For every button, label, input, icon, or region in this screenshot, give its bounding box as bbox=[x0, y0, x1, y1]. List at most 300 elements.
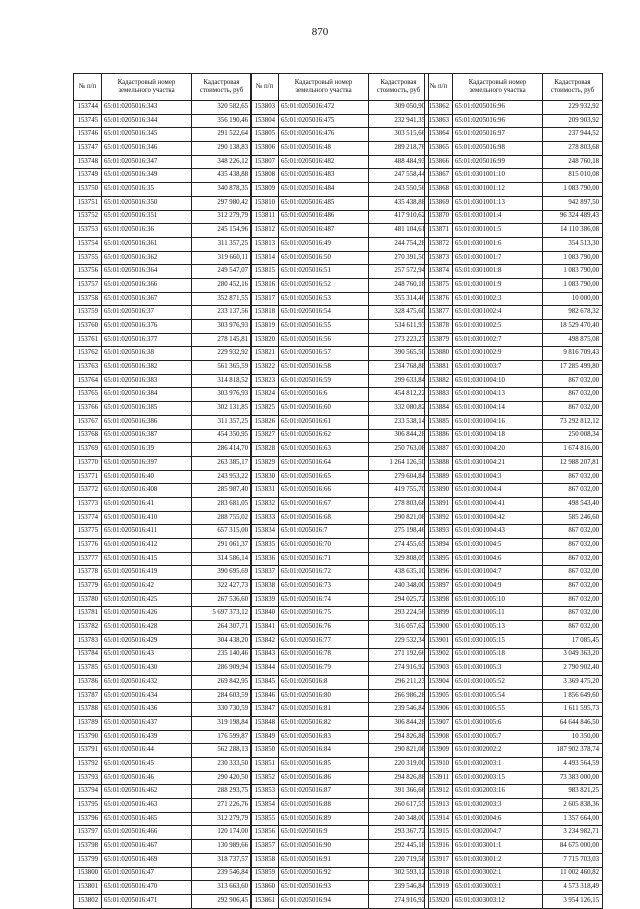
table-row bbox=[74, 539, 252, 553]
cadastral-number: 65:01:0205016:67 bbox=[279, 497, 369, 511]
cadastral-number: 65:01:0205016:397 bbox=[102, 456, 192, 470]
cadastral-value: 290 420,50 bbox=[192, 771, 252, 785]
cadastral-value: 293 367,72 bbox=[369, 826, 429, 840]
row-number: 153801 bbox=[74, 881, 102, 895]
row-number: 153853 bbox=[251, 785, 279, 799]
table-row bbox=[425, 812, 603, 826]
table-row bbox=[425, 648, 603, 662]
table-row bbox=[74, 347, 252, 361]
cadastral-value: 312 279,79 bbox=[192, 812, 252, 826]
row-number: 153806 bbox=[251, 142, 279, 156]
cadastral-number: 65:01:0301004:18 bbox=[453, 429, 543, 443]
cadastral-value: 1 083 790,00 bbox=[543, 183, 603, 197]
cadastral-number: 65:01:0205016:349 bbox=[102, 169, 192, 183]
cadastral-number: 65:01:0205016:70 bbox=[279, 539, 369, 553]
cadastral-number: 65:01:0301002:5 bbox=[453, 320, 543, 334]
cadastral-number: 65:01:0205016:73 bbox=[279, 580, 369, 594]
row-number: 153771 bbox=[74, 470, 102, 484]
row-number: 153760 bbox=[74, 320, 102, 334]
cadastral-number: 65:01:0301004:5 bbox=[453, 539, 543, 553]
cadastral-value: 229 932,92 bbox=[543, 101, 603, 115]
row-number: 153908 bbox=[425, 730, 453, 744]
cadastral-value: 273 223,27 bbox=[369, 333, 429, 347]
row-number: 153810 bbox=[251, 196, 279, 210]
table-row bbox=[74, 621, 252, 635]
cadastral-number: 65:01:0205016:48 bbox=[279, 142, 369, 156]
cadastral-number: 65:01:0301004:4 bbox=[453, 484, 543, 498]
cadastral-value: 1 611 595,73 bbox=[543, 703, 603, 717]
cadastral-value: 239 546,84 bbox=[192, 867, 252, 881]
cadastral-value: 176 599,87 bbox=[192, 730, 252, 744]
row-number: 153859 bbox=[251, 867, 279, 881]
table-row bbox=[74, 525, 252, 539]
cadastral-value: 288 293,75 bbox=[192, 785, 252, 799]
row-number: 153829 bbox=[251, 456, 279, 470]
cadastral-value: 279 604,84 bbox=[369, 470, 429, 484]
row-number: 153903 bbox=[425, 662, 453, 676]
cadastral-value: 1 674 816,00 bbox=[543, 443, 603, 457]
cadastral-value: 187 902 378,74 bbox=[543, 744, 603, 758]
table-row bbox=[74, 716, 252, 730]
table-row bbox=[251, 169, 429, 183]
cadastral-value: 274 916,92 bbox=[369, 894, 429, 908]
cadastral-value: 17 285 499,80 bbox=[543, 361, 603, 375]
row-number: 153844 bbox=[251, 662, 279, 676]
cadastral-value: 284 603,59 bbox=[192, 689, 252, 703]
row-number: 153891 bbox=[425, 497, 453, 511]
cadastral-number: 65:01:0205016:54 bbox=[279, 306, 369, 320]
cadastral-number: 65:01:0205016:469 bbox=[102, 853, 192, 867]
cadastral-number: 65:01:0205016:65 bbox=[279, 470, 369, 484]
cadastral-value: 454 812,22 bbox=[369, 388, 429, 402]
cadastral-value: 4 573 318,49 bbox=[543, 881, 603, 895]
header-cadastral-value: Кадастровая стоимость, руб bbox=[192, 74, 252, 101]
cadastral-number: 65:01:0302004:6 bbox=[453, 812, 543, 826]
row-number: 153842 bbox=[251, 634, 279, 648]
cadastral-value: 296 211,23 bbox=[369, 675, 429, 689]
cadastral-number: 65:01:0301004:9 bbox=[453, 580, 543, 594]
cadastral-value: 435 438,88 bbox=[369, 196, 429, 210]
cadastral-number: 65:01:0205016:83 bbox=[279, 730, 369, 744]
cadastral-number: 65:01:0205016:57 bbox=[279, 347, 369, 361]
table-row bbox=[425, 853, 603, 867]
cadastral-number: 65:01:0205016:85 bbox=[279, 758, 369, 772]
cadastral-value: 318 737,57 bbox=[192, 853, 252, 867]
cadastral-value: 294 826,88 bbox=[369, 771, 429, 785]
cadastral-value: 311 357,25 bbox=[192, 237, 252, 251]
table-row bbox=[74, 470, 252, 484]
cadastral-value: 1 083 790,00 bbox=[543, 265, 603, 279]
cadastral-number: 65:01:0205016:55 bbox=[279, 320, 369, 334]
row-number: 153769 bbox=[74, 443, 102, 457]
cadastral-value: 233 137,56 bbox=[192, 306, 252, 320]
cadastral-number: 65:01:0205016:346 bbox=[102, 142, 192, 156]
table-row bbox=[74, 114, 252, 128]
cadastral-number: 65:01:0205016:56 bbox=[279, 333, 369, 347]
table-row bbox=[425, 881, 603, 895]
table-row bbox=[74, 101, 252, 115]
cadastral-value: 314 818,52 bbox=[192, 374, 252, 388]
header-number: № п/п bbox=[74, 74, 102, 101]
cadastral-number: 65:01:0205016:39 bbox=[102, 443, 192, 457]
row-number: 153744 bbox=[74, 101, 102, 115]
cadastral-value: 328 475,60 bbox=[369, 306, 429, 320]
cadastral-table-column-2 bbox=[250, 73, 429, 909]
row-number: 153848 bbox=[251, 716, 279, 730]
row-number: 153793 bbox=[74, 771, 102, 785]
cadastral-number: 65:01:0205016:89 bbox=[279, 812, 369, 826]
table-row bbox=[425, 196, 603, 210]
row-number: 153792 bbox=[74, 758, 102, 772]
cadastral-number: 65:01:0205016:387 bbox=[102, 429, 192, 443]
cadastral-value: 269 842,95 bbox=[192, 675, 252, 689]
cadastral-value: 10 350,00 bbox=[543, 730, 603, 744]
table-row bbox=[251, 511, 429, 525]
table-row bbox=[251, 320, 429, 334]
row-number: 153847 bbox=[251, 703, 279, 717]
cadastral-number: 65:01:0301005:13 bbox=[453, 621, 543, 635]
cadastral-value: 17 085,45 bbox=[543, 634, 603, 648]
cadastral-value: 232 941,35 bbox=[369, 114, 429, 128]
row-number: 153803 bbox=[251, 101, 279, 115]
table-row bbox=[74, 840, 252, 854]
row-number: 153768 bbox=[74, 429, 102, 443]
cadastral-value: 867 032,00 bbox=[543, 484, 603, 498]
table-row bbox=[425, 525, 603, 539]
cadastral-number: 65:01:0205016:93 bbox=[279, 881, 369, 895]
cadastral-number: 65:01:0301004:20 bbox=[453, 443, 543, 457]
cadastral-number: 65:01:0205016:384 bbox=[102, 388, 192, 402]
table-row bbox=[425, 894, 603, 908]
cadastral-value: 294 826,88 bbox=[369, 730, 429, 744]
table-row bbox=[251, 484, 429, 498]
cadastral-number: 65:01:0205016:432 bbox=[102, 675, 192, 689]
table-header-row bbox=[74, 74, 252, 101]
cadastral-number: 65:01:0205016:45 bbox=[102, 758, 192, 772]
row-number: 153776 bbox=[74, 539, 102, 553]
row-number: 153862 bbox=[425, 101, 453, 115]
cadastral-number: 65:01:0205016:51 bbox=[279, 265, 369, 279]
table-row bbox=[425, 169, 603, 183]
header-cadastral-value: Кадастровая стоимость, руб bbox=[543, 74, 603, 101]
table-row bbox=[251, 429, 429, 443]
table-row bbox=[425, 237, 603, 251]
row-number: 153815 bbox=[251, 265, 279, 279]
cadastral-value: 498 543,40 bbox=[543, 497, 603, 511]
cadastral-value: 657 315,00 bbox=[192, 525, 252, 539]
row-number: 153832 bbox=[251, 497, 279, 511]
cadastral-number: 65:01:0301002:9 bbox=[453, 347, 543, 361]
cadastral-number: 65:01:0205016:60 bbox=[279, 402, 369, 416]
cadastral-value: 303 976,93 bbox=[192, 388, 252, 402]
cadastral-value: 240 348,00 bbox=[369, 812, 429, 826]
table-row bbox=[74, 648, 252, 662]
table-row bbox=[425, 634, 603, 648]
table-row bbox=[74, 566, 252, 580]
cadastral-value: 585 246,60 bbox=[543, 511, 603, 525]
row-number: 153836 bbox=[251, 552, 279, 566]
row-number: 153817 bbox=[251, 292, 279, 306]
cadastral-value: 419 755,70 bbox=[369, 484, 429, 498]
cadastral-number: 65:01:0301001:13 bbox=[453, 196, 543, 210]
table-row bbox=[251, 634, 429, 648]
cadastral-value: 240 348,00 bbox=[369, 580, 429, 594]
page-number: 870 bbox=[311, 26, 329, 38]
table-row bbox=[74, 169, 252, 183]
cadastral-value: 267 536,60 bbox=[192, 593, 252, 607]
cadastral-number: 65:01:0205016:367 bbox=[102, 292, 192, 306]
cadastral-value: 247 558,44 bbox=[369, 169, 429, 183]
cadastral-number: 65:01:0301005:54 bbox=[453, 689, 543, 703]
row-number: 153893 bbox=[425, 525, 453, 539]
row-number: 153851 bbox=[251, 758, 279, 772]
cadastral-value: 314 586,14 bbox=[192, 552, 252, 566]
table-row bbox=[251, 552, 429, 566]
cadastral-value: 248 760,18 bbox=[543, 155, 603, 169]
table-row bbox=[251, 812, 429, 826]
table-row bbox=[251, 388, 429, 402]
row-number: 153892 bbox=[425, 511, 453, 525]
cadastral-number: 65:01:0205016:86 bbox=[279, 771, 369, 785]
table-row bbox=[425, 621, 603, 635]
cadastral-value: 209 903,92 bbox=[543, 114, 603, 128]
cadastral-value: 313 663,60 bbox=[192, 881, 252, 895]
row-number: 153811 bbox=[251, 210, 279, 224]
table-row bbox=[251, 278, 429, 292]
table-row bbox=[425, 415, 603, 429]
cadastral-value: 250 008,34 bbox=[543, 429, 603, 443]
row-number: 153857 bbox=[251, 840, 279, 854]
row-number: 153838 bbox=[251, 580, 279, 594]
cadastral-number: 65:01:0301005:18 bbox=[453, 648, 543, 662]
row-number: 153802 bbox=[74, 894, 102, 908]
row-number: 153825 bbox=[251, 402, 279, 416]
row-number: 153902 bbox=[425, 648, 453, 662]
table-row bbox=[425, 552, 603, 566]
table-row bbox=[425, 867, 603, 881]
table-row bbox=[74, 361, 252, 375]
table-row bbox=[425, 251, 603, 265]
row-number: 153761 bbox=[74, 333, 102, 347]
row-number: 153843 bbox=[251, 648, 279, 662]
row-number: 153750 bbox=[74, 183, 102, 197]
table-row bbox=[251, 265, 429, 279]
table-row bbox=[425, 210, 603, 224]
cadastral-number: 65:01:0205016:37 bbox=[102, 306, 192, 320]
table-row bbox=[74, 320, 252, 334]
row-number: 153809 bbox=[251, 183, 279, 197]
row-number: 153883 bbox=[425, 388, 453, 402]
row-number: 153870 bbox=[425, 210, 453, 224]
cadastral-value: 290 138,83 bbox=[192, 142, 252, 156]
table-row bbox=[74, 812, 252, 826]
table-row bbox=[425, 785, 603, 799]
table-row bbox=[425, 539, 603, 553]
cadastral-number: 65:01:0205016:7 bbox=[279, 525, 369, 539]
table-row bbox=[251, 101, 429, 115]
row-number: 153834 bbox=[251, 525, 279, 539]
table-row bbox=[74, 155, 252, 169]
cadastral-value: 438 635,10 bbox=[369, 566, 429, 580]
cadastral-number: 65:01:0301004:16 bbox=[453, 415, 543, 429]
row-number: 153894 bbox=[425, 539, 453, 553]
cadastral-value: 73 292 812,12 bbox=[543, 415, 603, 429]
cadastral-table-column-1 bbox=[73, 73, 252, 909]
table-row bbox=[251, 853, 429, 867]
row-number: 153758 bbox=[74, 292, 102, 306]
cadastral-number: 65:01:0205016:429 bbox=[102, 634, 192, 648]
cadastral-value: 867 032,00 bbox=[543, 621, 603, 635]
cadastral-number: 65:01:0205016:412 bbox=[102, 539, 192, 553]
cadastral-value: 488 484,93 bbox=[369, 155, 429, 169]
cadastral-number: 65:01:0301004:7 bbox=[453, 566, 543, 580]
row-number: 153774 bbox=[74, 511, 102, 525]
cadastral-number: 65:01:0205016:472 bbox=[279, 101, 369, 115]
table-row bbox=[74, 278, 252, 292]
table-row bbox=[74, 374, 252, 388]
row-number: 153754 bbox=[74, 237, 102, 251]
cadastral-number: 65:01:0205016:38 bbox=[102, 347, 192, 361]
header-cadastral-number: Кадастровый номер земельного участка bbox=[279, 74, 369, 101]
cadastral-number: 65:01:0205016:47 bbox=[102, 867, 192, 881]
cadastral-value: 340 878,35 bbox=[192, 183, 252, 197]
cadastral-number: 65:01:0205016:8 bbox=[279, 675, 369, 689]
table-row bbox=[425, 278, 603, 292]
cadastral-number: 65:01:0301001:8 bbox=[453, 265, 543, 279]
row-number: 153839 bbox=[251, 593, 279, 607]
cadastral-value: 815 010,08 bbox=[543, 169, 603, 183]
cadastral-number: 65:01:0301002:4 bbox=[453, 306, 543, 320]
cadastral-value: 264 307,71 bbox=[192, 621, 252, 635]
header-number: № п/п bbox=[425, 74, 453, 101]
table-row bbox=[74, 142, 252, 156]
table-row bbox=[251, 566, 429, 580]
table-row bbox=[425, 799, 603, 813]
row-number: 153868 bbox=[425, 183, 453, 197]
cadastral-number: 65:01:0205016:439 bbox=[102, 730, 192, 744]
table-row bbox=[251, 470, 429, 484]
cadastral-number: 65:01:0205016:75 bbox=[279, 607, 369, 621]
row-number: 153896 bbox=[425, 566, 453, 580]
cadastral-value: 120 174,00 bbox=[192, 826, 252, 840]
row-number: 153786 bbox=[74, 675, 102, 689]
table-row bbox=[425, 580, 603, 594]
row-number: 153797 bbox=[74, 826, 102, 840]
cadastral-number: 65:01:0301001:6 bbox=[453, 237, 543, 251]
cadastral-value: 270 391,50 bbox=[369, 251, 429, 265]
row-number: 153840 bbox=[251, 607, 279, 621]
table-row bbox=[74, 689, 252, 703]
cadastral-value: 289 218,76 bbox=[369, 142, 429, 156]
row-number: 153911 bbox=[425, 771, 453, 785]
cadastral-number: 65:01:0205016:44 bbox=[102, 744, 192, 758]
table-row bbox=[251, 114, 429, 128]
cadastral-number: 65:01:0205016:88 bbox=[279, 799, 369, 813]
cadastral-value: 288 755,02 bbox=[192, 511, 252, 525]
table-row bbox=[251, 155, 429, 169]
row-number: 153873 bbox=[425, 251, 453, 265]
row-number: 153919 bbox=[425, 881, 453, 895]
cadastral-value: 319 660,11 bbox=[192, 251, 252, 265]
cadastral-number: 65:01:0303002:1 bbox=[453, 867, 543, 881]
row-number: 153918 bbox=[425, 867, 453, 881]
cadastral-number: 65:01:0205016:84 bbox=[279, 744, 369, 758]
cadastral-value: 12 988 207,81 bbox=[543, 456, 603, 470]
row-number: 153913 bbox=[425, 799, 453, 813]
row-number: 153846 bbox=[251, 689, 279, 703]
cadastral-value: 10 000,00 bbox=[543, 292, 603, 306]
cadastral-value: 332 080,82 bbox=[369, 402, 429, 416]
row-number: 153920 bbox=[425, 894, 453, 908]
row-number: 153752 bbox=[74, 210, 102, 224]
cadastral-number: 65:01:0205016:42 bbox=[102, 580, 192, 594]
cadastral-number: 65:01:0301004:13 bbox=[453, 388, 543, 402]
cadastral-value: 18 529 470,40 bbox=[543, 320, 603, 334]
cadastral-number: 65:01:0205016:434 bbox=[102, 689, 192, 703]
row-number: 153787 bbox=[74, 689, 102, 703]
cadastral-value: 867 032,00 bbox=[543, 374, 603, 388]
table-row bbox=[74, 552, 252, 566]
table-row bbox=[251, 402, 429, 416]
cadastral-value: 3 369 475,20 bbox=[543, 675, 603, 689]
cadastral-value: 481 104,61 bbox=[369, 224, 429, 238]
row-number: 153904 bbox=[425, 675, 453, 689]
cadastral-value: 390 695,69 bbox=[192, 566, 252, 580]
cadastral-number: 65:01:0205016:96 bbox=[453, 114, 543, 128]
row-number: 153773 bbox=[74, 497, 102, 511]
row-number: 153898 bbox=[425, 593, 453, 607]
table-row bbox=[425, 758, 603, 772]
cadastral-value: 257 572,94 bbox=[369, 265, 429, 279]
cadastral-number: 65:01:0205016:74 bbox=[279, 593, 369, 607]
table-row bbox=[251, 894, 429, 908]
cadastral-value: 84 675 000,00 bbox=[543, 840, 603, 854]
cadastral-number: 65:01:0205016:81 bbox=[279, 703, 369, 717]
cadastral-number: 65:01:0303003:12 bbox=[453, 894, 543, 908]
row-number: 153746 bbox=[74, 128, 102, 142]
cadastral-number: 65:01:0302002:2 bbox=[453, 744, 543, 758]
table-row bbox=[74, 443, 252, 457]
table-row bbox=[425, 484, 603, 498]
cadastral-number: 65:01:0303001:1 bbox=[453, 840, 543, 854]
table-row bbox=[74, 183, 252, 197]
row-number: 153794 bbox=[74, 785, 102, 799]
table-row bbox=[74, 415, 252, 429]
table-row bbox=[74, 251, 252, 265]
cadastral-number: 65:01:0205016:437 bbox=[102, 716, 192, 730]
cadastral-value: 1 856 649,60 bbox=[543, 689, 603, 703]
cadastral-value: 220 719,58 bbox=[369, 853, 429, 867]
table-row bbox=[425, 224, 603, 238]
row-number: 153823 bbox=[251, 374, 279, 388]
cadastral-number: 65:01:0205016:96 bbox=[453, 101, 543, 115]
table-row bbox=[425, 840, 603, 854]
cadastral-value: 867 032,00 bbox=[543, 580, 603, 594]
row-number: 153886 bbox=[425, 429, 453, 443]
cadastral-number: 65:01:0205016:77 bbox=[279, 634, 369, 648]
row-number: 153816 bbox=[251, 278, 279, 292]
row-number: 153849 bbox=[251, 730, 279, 744]
cadastral-number: 65:01:0205016:470 bbox=[102, 881, 192, 895]
cadastral-number: 65:01:0205016:63 bbox=[279, 443, 369, 457]
cadastral-number: 65:01:0205016:64 bbox=[279, 456, 369, 470]
cadastral-number: 65:01:0205016:415 bbox=[102, 552, 192, 566]
cadastral-value: 299 633,84 bbox=[369, 374, 429, 388]
cadastral-number: 65:01:0205016:462 bbox=[102, 785, 192, 799]
table-row bbox=[251, 361, 429, 375]
cadastral-value: 304 438,20 bbox=[192, 634, 252, 648]
cadastral-value: 348 226,12 bbox=[192, 155, 252, 169]
